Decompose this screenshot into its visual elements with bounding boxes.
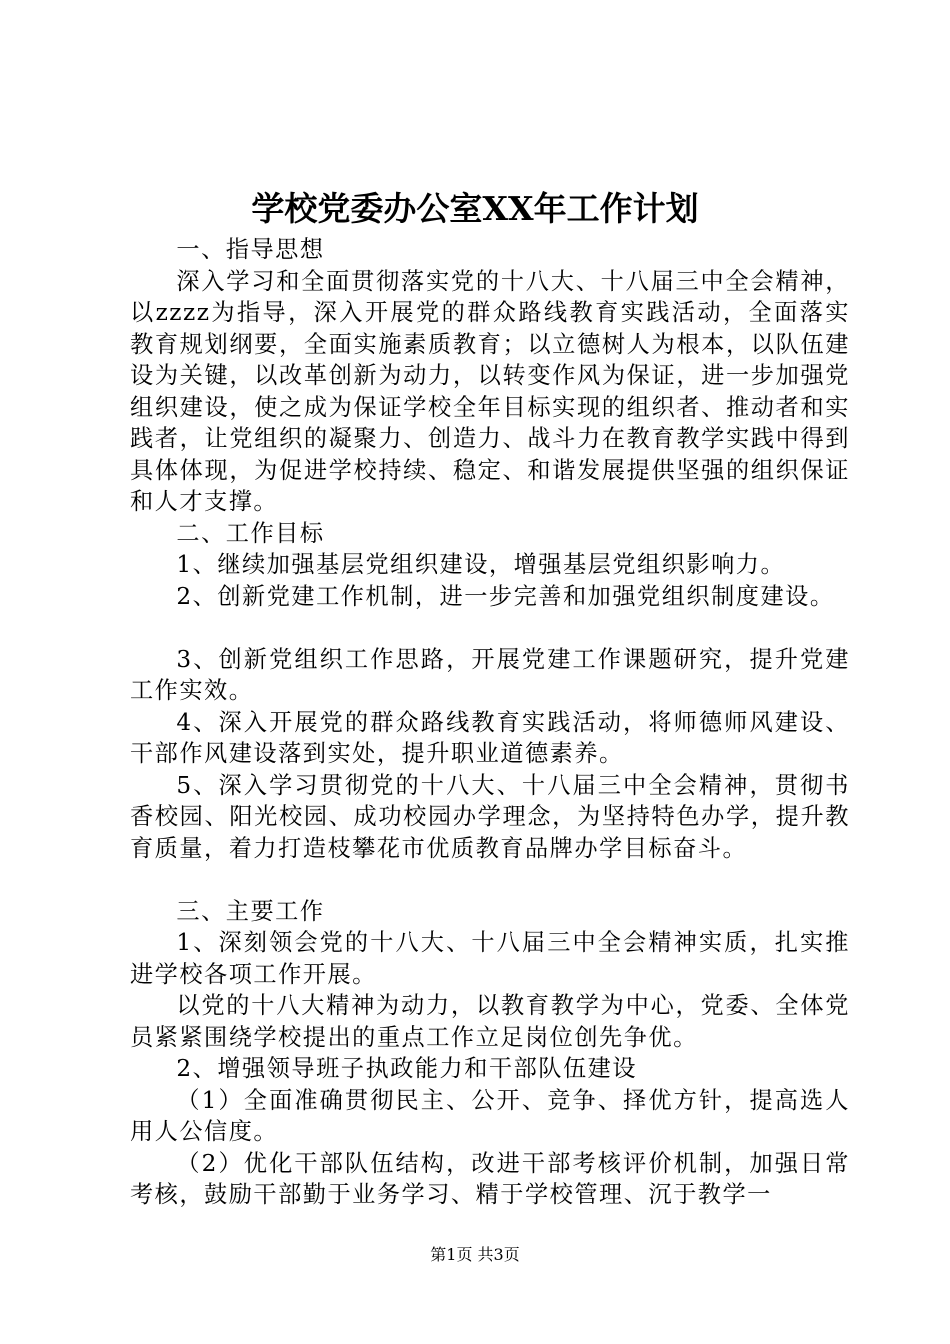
page-footer: 第1页 共3页	[430, 1245, 520, 1264]
section-heading: 三、主要工作	[176, 897, 325, 925]
paragraph: 3、创新党组织工作思路，开展党建工作课题研究，提升党建工作实效。	[130, 645, 850, 704]
section-heading: 二、工作目标	[176, 519, 325, 547]
paragraph: 2、创新党建工作机制，进一步完善和加强党组织制度建设。	[176, 582, 835, 610]
paragraph: 1、深刻领会党的十八大、十八届三中全会精神实质，扎实推进学校各项工作开展。	[130, 929, 850, 988]
paragraph: 1、继续加强基层党组织建设，增强基层党组织影响力。	[176, 551, 786, 578]
blank-line	[130, 864, 850, 896]
paragraph: （2）优化干部队伍结构，改进干部考核评价机制，加强日常考核，鼓励干部勤于业务学习、精于学校管理、沉于教学一	[130, 1149, 850, 1208]
paragraph: 5、深入学习贯彻党的十八大、十八届三中全会精神，贯彻书香校园、阳光校园、成功校园办学理念，为坚持特色办学，提升教育质量，着力打造枝攀花市优质教育品牌办学目标奋斗。	[130, 771, 850, 862]
paragraph: （1）全面准确贯彻民主、公开、竞争、择优方针，提高选人用人公信度。	[130, 1086, 850, 1145]
page-title: 学校党委办公室XX年工作计划	[251, 189, 699, 228]
paragraph: 深入学习和全面贯彻落实党的十八大、十八届三中全会精神，以zzzz为指导，深入开展党的群众路线教育实践活动，全面落实教育规划纲要，全面实施素质教育；以立德树人为根本，以队伍建设为关键，以改革创新为动力，以转变作风为保证，进一步加强党组织建设，使之成为保证学校全年目标实现的组织者、推动者和实践者，让党组织的凝聚力、创造力、战斗力在教育教学实践中得到具体体现，为促进学校持续、稳定、和谐发展提供坚强的组织保证和人才支撑。	[130, 267, 850, 515]
paragraph: 4、深入开展党的群众路线教育实践活动，将师德师风建设、干部作风建设落到实处，提升职业道德素养。	[130, 708, 850, 767]
paragraph: 2、增强领导班子执政能力和干部队伍建设	[176, 1055, 638, 1082]
section-heading: 一、指导思想	[176, 236, 325, 263]
document-body	[130, 234, 850, 1211]
paragraph: 以党的十八大精神为动力，以教育教学为中心，党委、全体党员紧紧围绕学校提出的重点工作立足岗位创先争优。	[130, 992, 850, 1051]
blank-line	[130, 612, 850, 644]
